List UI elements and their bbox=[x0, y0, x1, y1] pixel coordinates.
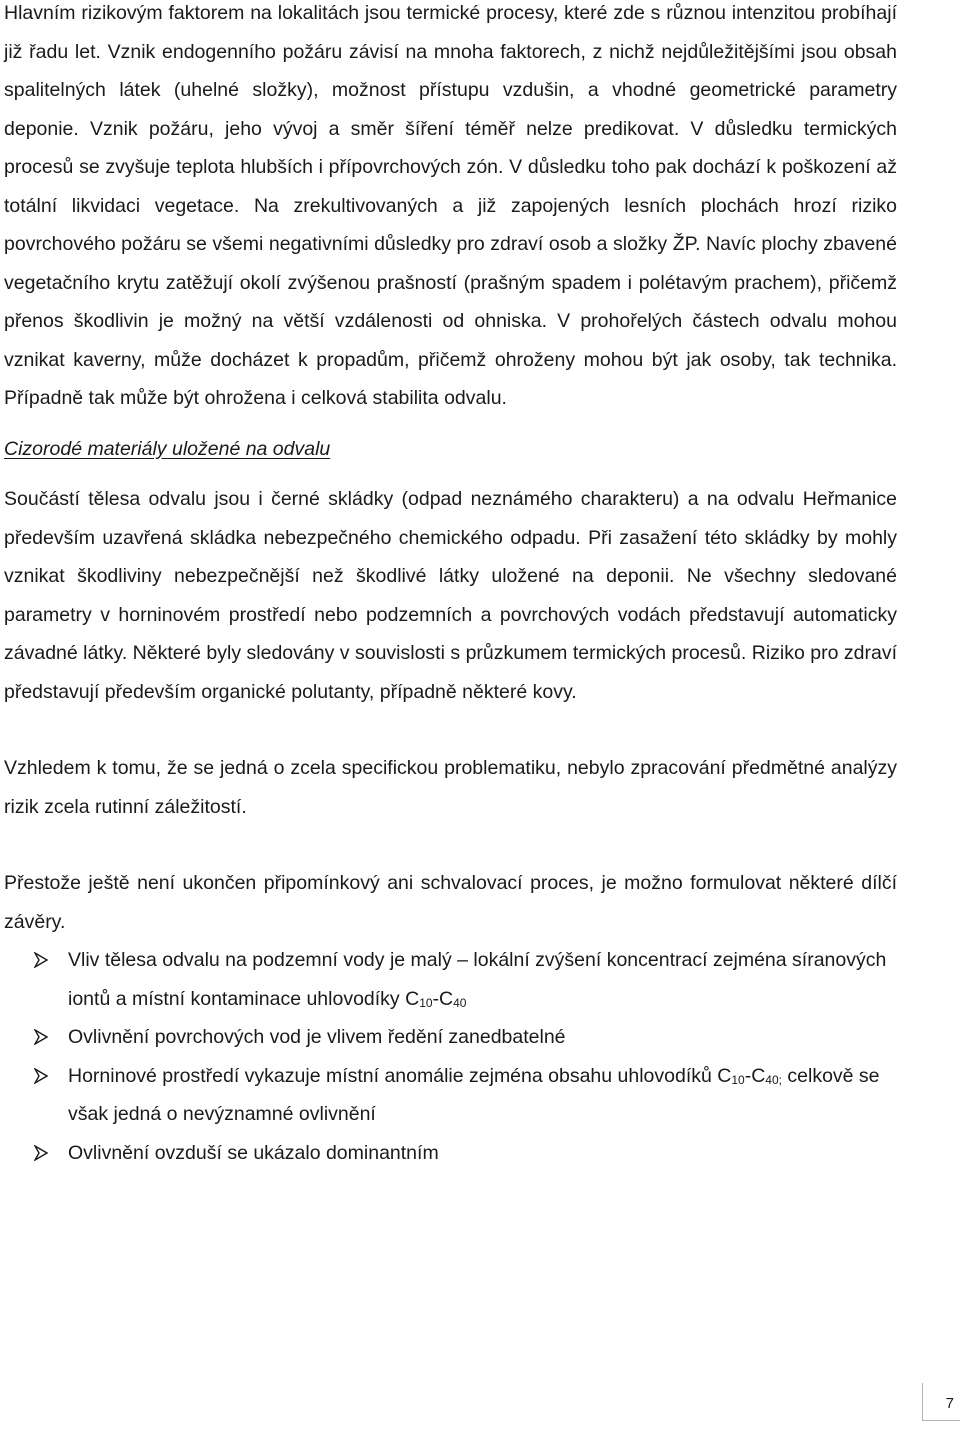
conclusions-list bbox=[4, 941, 897, 1172]
arrowhead-bullet-icon bbox=[34, 1018, 52, 1056]
list-item-text: -C bbox=[744, 1064, 766, 1087]
page-number-frame bbox=[922, 1383, 960, 1421]
list-item-text: celkově se však jedná o nevýznamné ovlivnění bbox=[68, 1064, 880, 1125]
paragraph-foreign-materials: Součástí tělesa odvalu jsou i černé skládky (odpad neznámého charakteru) a na odvalu Heřmanice především uzavřená skládka nebezpečného chemického odpadu. Při zasažení této skládky by mohly vznikat škodliviny nebezpečnější než škodlivé látky uložené na deponii. Ne všechny sledované parametry v horninovém prostředí nebo podzemních a povrchových vodách představují automaticky závadné látky. Některé byly sledovány v souvislosti s průzkumem termických procesů. Riziko pro zdraví představují především organické polutanty, případně některé kovy. bbox=[4, 488, 897, 703]
paragraph-conclusions-intro: Přestože ještě není ukončen připomínkový ani schvalovací proces, je možno formulovat některé dílčí závěry. bbox=[4, 872, 897, 933]
page-number: 7 bbox=[945, 1395, 954, 1412]
paragraph-specific-problem: Vzhledem k tomu, že se jedná o zcela specifickou problematiku, nebylo zpracování předmětné analýzy rizik zcela rutinní záležitostí. bbox=[4, 757, 897, 818]
page-content bbox=[4, 0, 897, 1172]
list-item bbox=[4, 941, 897, 1018]
list-item bbox=[4, 1057, 897, 1134]
paragraph-thermal-risks: Hlavním rizikovým faktorem na lokalitách jsou termické procesy, které zde s různou intenzitou probíhají již řadu let. Vznik endogenního požáru závisí na mnoha faktorech, z nichž nejdůležitějšími jsou obsah spalitelných látek (uhelné složky), možnost přístupu vzdušin, a vhodné geometrické parametry deponie. Vznik požáru, jeho vývoj a směr šíření téměř nelze predikovat. V důsledku termických procesů se zvyšuje teplota hlubších i přípovrchových zón. V důsledku toho pak dochází k poškození až totální likvidaci vegetace. Na zrekultivovaných a již zapojených lesních plochách hrozí riziko povrchového požáru se všemi negativními důsledky pro zdraví osob a složky ŽP. Navíc plochy zbavené vegetačního krytu zatěžují okolí zvýšenou prašností (prašným spadem i polétavým prachem), přičemž přenos škodlivin je možný na větší vzdálenosti od ohniska. V prohořelých částech odvalu mohou vznikat kaverny, může docházet k propadům, přičemž ohroženy mohou být jak osoby, tak technika. Případně tak může být ohrožena i celková stabilita odvalu. bbox=[4, 2, 897, 409]
arrowhead-bullet-icon bbox=[34, 941, 52, 979]
subscript: 10 bbox=[419, 995, 433, 1010]
list-item bbox=[4, 1018, 897, 1057]
subscript: 40; bbox=[765, 1072, 782, 1087]
list-item-text: -C bbox=[432, 987, 454, 1010]
arrowhead-bullet-icon bbox=[34, 1057, 52, 1095]
subscript: 10 bbox=[731, 1072, 745, 1087]
subscript: 40 bbox=[453, 995, 467, 1010]
list-item-text: Ovlivnění ovzduší se ukázalo dominantním bbox=[68, 1141, 439, 1164]
list-item-text: Vliv tělesa odvalu na podzemní vody je malý – lokální zvýšení koncentrací zejména síranových iontů a místní kontaminace uhlovodíky C bbox=[68, 949, 887, 1010]
arrowhead-bullet-icon bbox=[34, 1134, 52, 1172]
list-item-text: Ovlivnění povrchových vod je vlivem ředění zanedbatelné bbox=[68, 1026, 566, 1048]
list-item-text: Horninové prostředí vykazuje místní anomálie zejména obsahu uhlovodíků C bbox=[68, 1064, 732, 1087]
list-item bbox=[4, 1134, 897, 1173]
section-heading-foreign-materials: Cizorodé materiály uložené na odvalu bbox=[4, 437, 331, 460]
